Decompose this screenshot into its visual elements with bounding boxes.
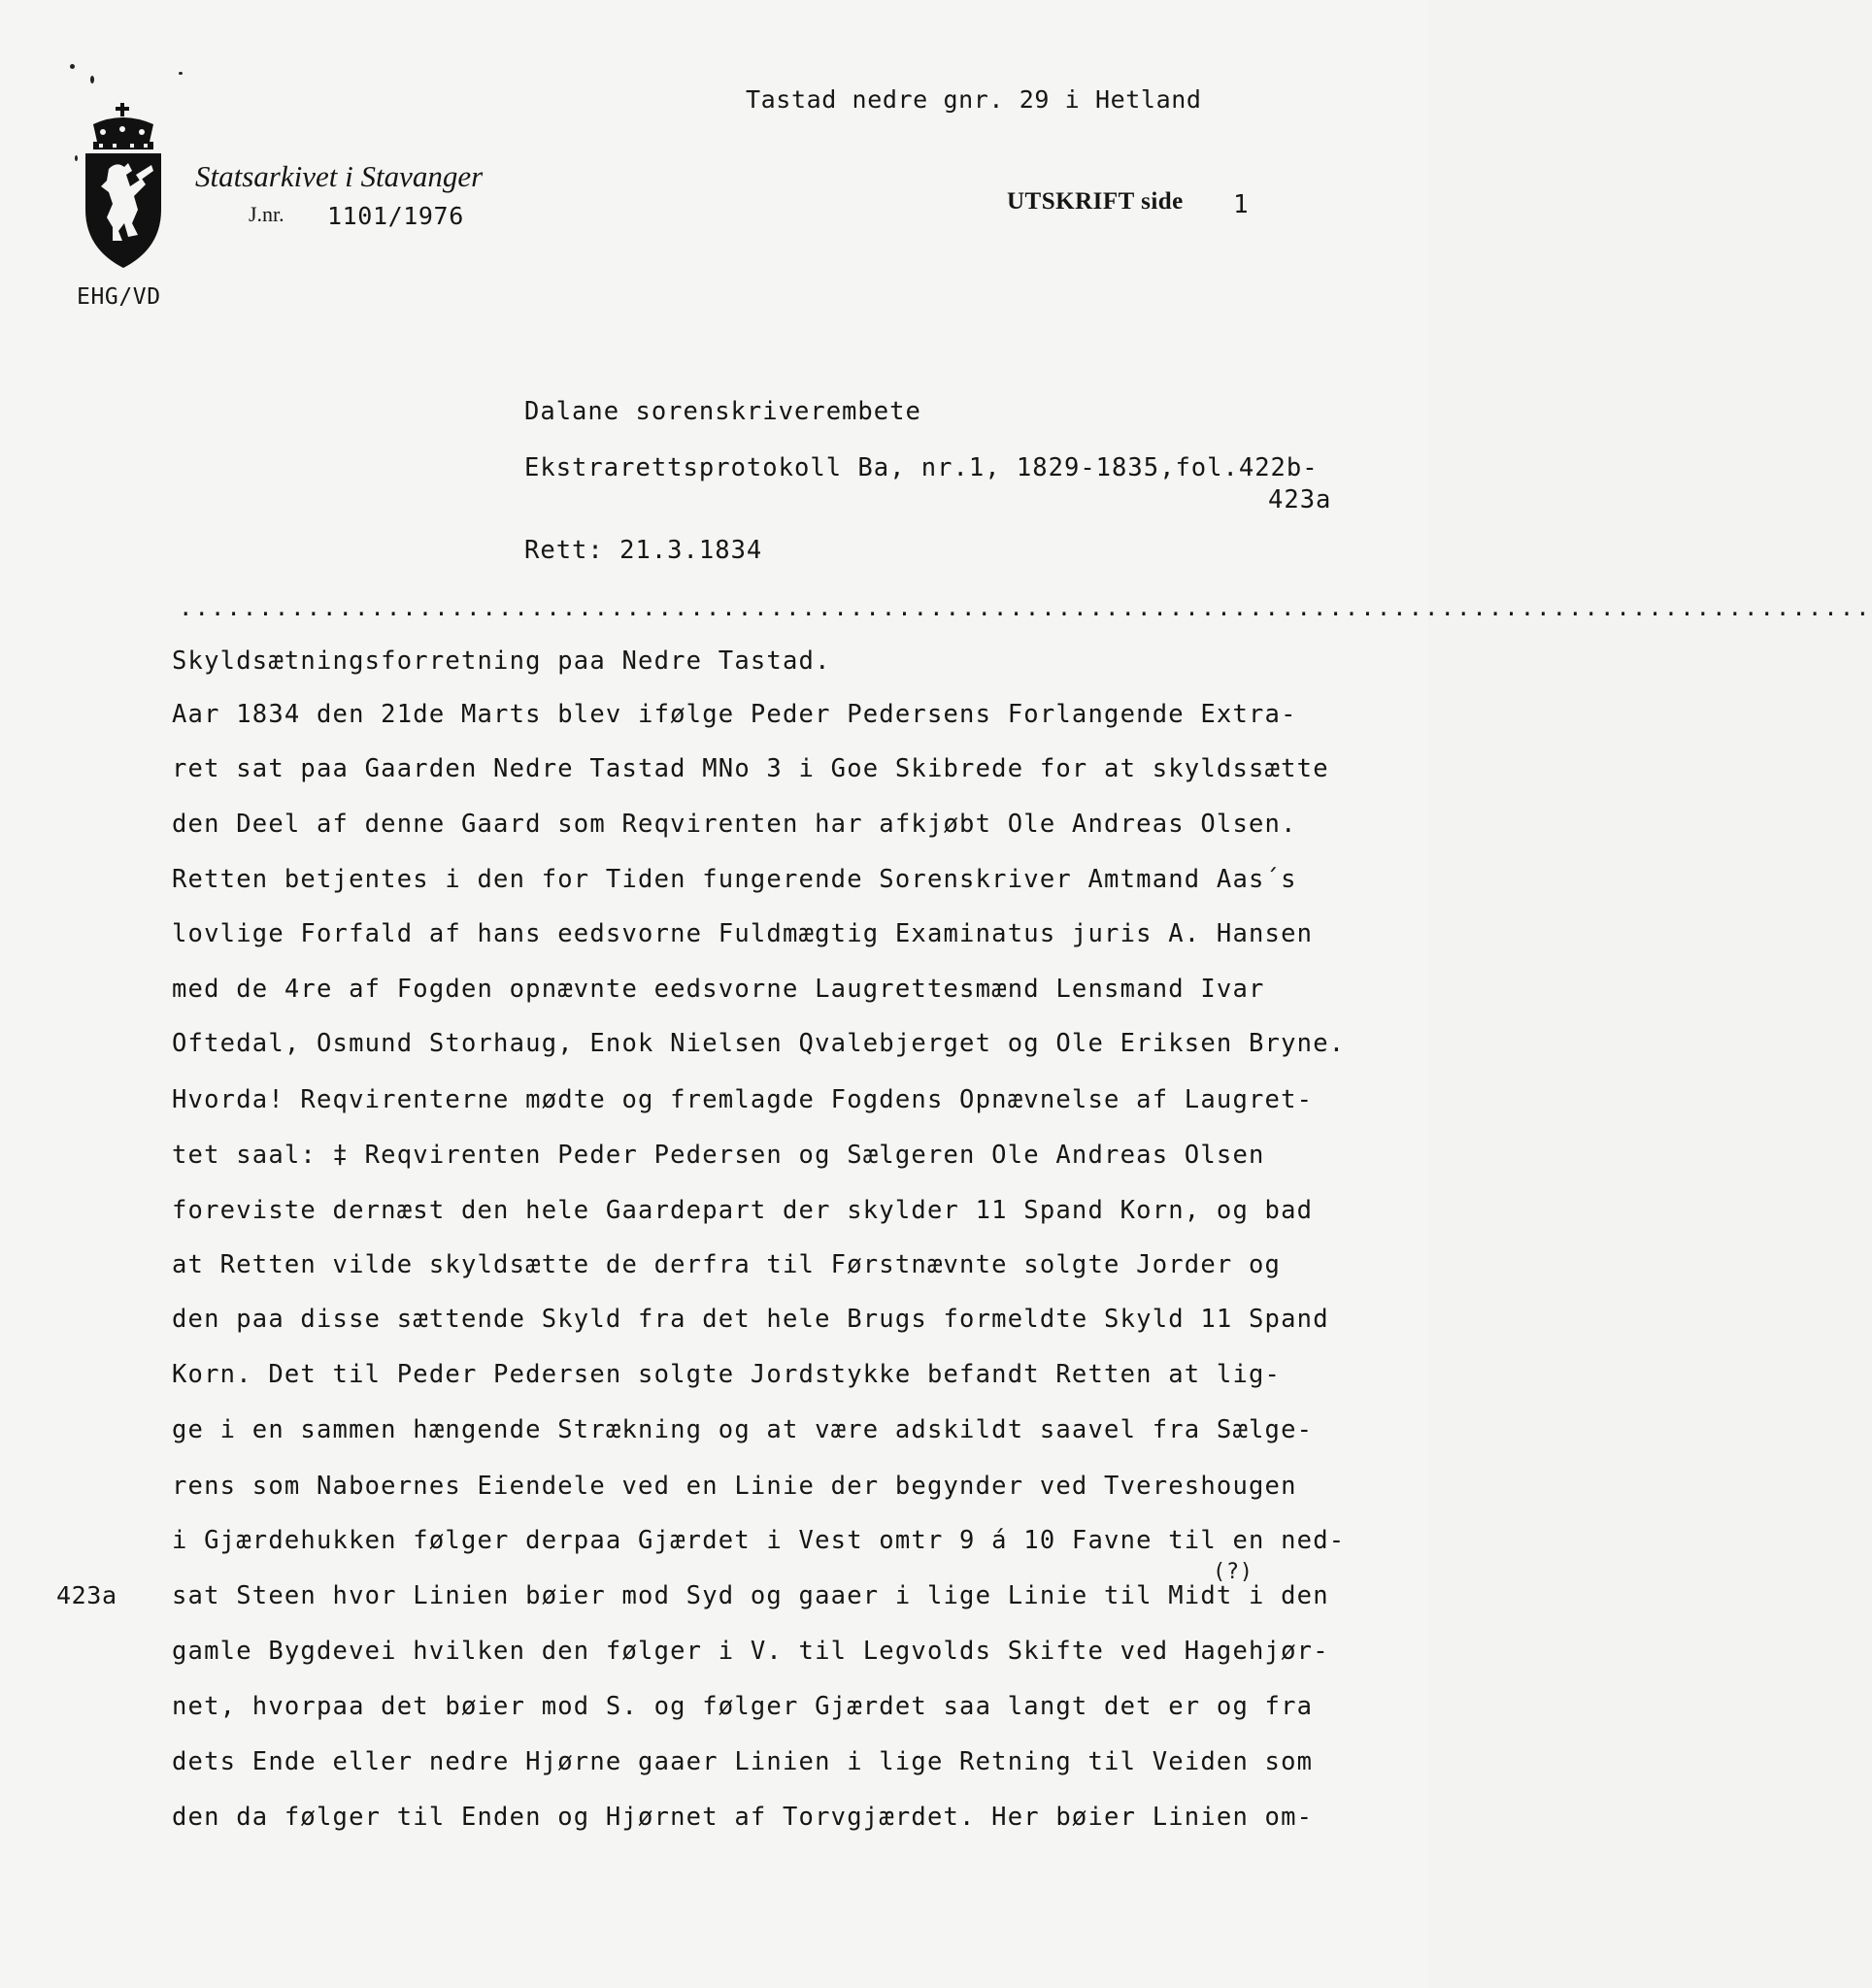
body-line: den da følger til Enden og Hjørnet af Torvgjærdet. Her bøier Linien om-: [172, 1803, 1314, 1832]
body-line: net, hvorpaa det bøier mod S. og følger Gjærdet saa langt det er og fra: [172, 1692, 1314, 1721]
body-line: dets Ende eller nedre Hjørne gaaer Linien i lige Retning til Veiden som: [172, 1747, 1314, 1776]
coat-of-arms-icon: [80, 103, 167, 270]
utskrift-label: UTSKRIFT side: [1007, 188, 1184, 215]
body-line: den Deel af denne Gaard som Reqvirenten har afkjøbt Ole Andreas Olsen.: [172, 810, 1297, 839]
uncertainty-mark: (?): [1213, 1560, 1254, 1584]
page-number: 1: [1233, 190, 1250, 219]
scan-speck: [75, 155, 78, 161]
body-line: Oftedal, Osmund Storhaug, Enok Nielsen Qvalebjerget og Ole Eriksen Bryne.: [172, 1029, 1346, 1058]
scan-speck: [90, 76, 94, 83]
body-line: Retten betjentes i den for Tiden fungerende Sorenskriver Amtmand Aas´s: [172, 865, 1297, 894]
source-protocol: Ekstrarettsprotokoll Ba, nr.1, 1829-1835,fol.422b-: [524, 453, 1319, 482]
body-line: gamle Bygdevei hvilken den følger i V. til Legvolds Skifte ved Hagehjør-: [172, 1637, 1329, 1666]
body-line: ret sat paa Gaarden Nedre Tastad MNo 3 i Goe Skibrede for at skyldssætte: [172, 754, 1329, 783]
body-line: foreviste dernæst den hele Gaardepart der skylder 11 Spand Korn, og bad: [172, 1196, 1314, 1225]
archive-name: Statsarkivet i Stavanger: [195, 159, 484, 193]
body-line: ge i en sammen hængende Strækning og at være adskildt saavel fra Sælge-: [172, 1415, 1314, 1444]
separator-line: ..........................................................................................................: [179, 594, 1872, 621]
margin-folio-note: 423a: [56, 1581, 117, 1609]
body-line: Aar 1834 den 21de Marts blev ifølge Peder Pedersens Forlangende Extra-: [172, 700, 1297, 729]
body-line: lovlige Forfald af hans eedsvorne Fuldmægtig Examinatus juris A. Hansen: [172, 919, 1314, 948]
scan-speck: [179, 72, 183, 75]
source-folio-continued: 423a: [1268, 485, 1332, 514]
body-line: Skyldsætningsforretning paa Nedre Tastad.: [172, 646, 831, 676]
body-line: i Gjærdehukken følger derpaa Gjærdet i Vest omtr 9 á 10 Favne til en ned-: [172, 1526, 1346, 1555]
body-line: sat Steen hvor Linien bøier mod Syd og gaaer i lige Linie til Midt i den: [172, 1581, 1329, 1610]
body-line: den paa disse sættende Skyld fra det hele Brugs formeldte Skyld 11 Spand: [172, 1305, 1329, 1334]
scan-speck: [70, 64, 75, 69]
body-line: rens som Naboernes Eiendele ved en Linie der begynder ved Tvereshougen: [172, 1472, 1297, 1501]
body-line: at Retten vilde skyldsætte de derfra til Førstnævnte solgte Jorder og: [172, 1250, 1282, 1279]
body-line: tet saal: ‡ Reqvirenten Peder Pedersen og Sælgeren Ole Andreas Olsen: [172, 1141, 1265, 1170]
body-line: med de 4re af Fogden opnævnte eedsvorne Laugrettesmænd Lensmand Ivar: [172, 975, 1265, 1004]
initials: EHG/VD: [77, 284, 161, 310]
jnr-label: J.nr.: [249, 202, 284, 226]
body-line: Hvorda! Reqvirenterne mødte og fremlagde Fogdens Opnævnelse af Laugret-: [172, 1085, 1314, 1114]
source-office: Dalane sorenskriverembete: [524, 397, 921, 426]
court-date: Rett: 21.3.1834: [524, 536, 763, 565]
location-heading: Tastad nedre gnr. 29 i Hetland: [746, 85, 1202, 114]
jnr-value: 1101/1976: [327, 202, 464, 230]
body-line: Korn. Det til Peder Pedersen solgte Jordstykke befandt Retten at lig-: [172, 1360, 1282, 1389]
